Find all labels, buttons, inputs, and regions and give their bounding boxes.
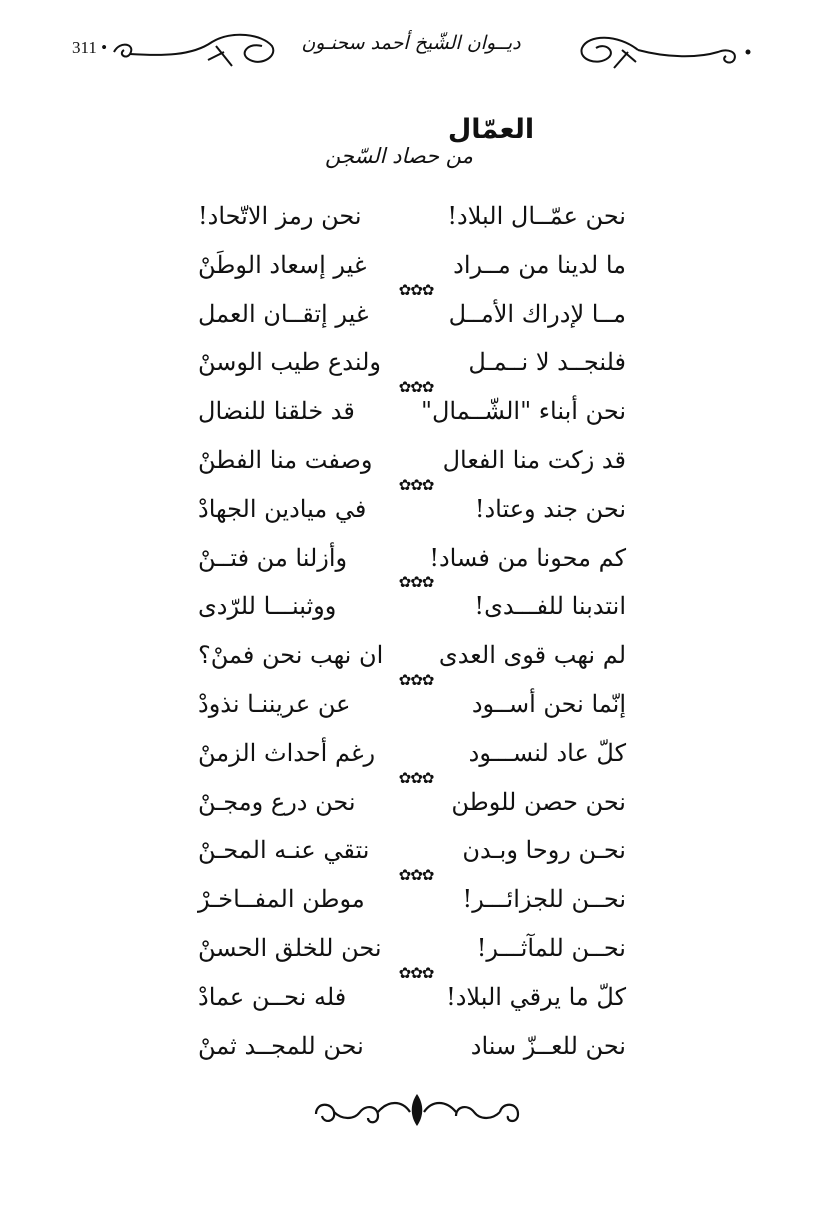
verse-second-hemistich: وأزلنا من فتــنْ bbox=[198, 543, 348, 572]
verse-row bbox=[198, 1022, 626, 1071]
verse-first-hemistich: مــا لإدراك الأمــل bbox=[448, 299, 626, 328]
verse-first-hemistich: نحــن للجزائـــر! bbox=[462, 885, 626, 914]
stanza-separator: ✿✿✿ bbox=[398, 671, 434, 689]
verse-second-hemistich: ووثبنـــا للرّدى bbox=[198, 592, 337, 621]
stanza-separator: ✿✿✿ bbox=[398, 378, 434, 397]
verse-second-hemistich: نحن للخلق الحسنْ bbox=[198, 933, 382, 962]
stanza-separator: ✿✿✿ bbox=[398, 475, 434, 494]
verse-first-hemistich: ما لدينا من مــراد bbox=[453, 250, 626, 279]
verse-first-hemistich: نحن للعــزّ سناد bbox=[470, 1031, 626, 1060]
poem-subtitle: من حصاد السّجن bbox=[324, 144, 474, 168]
verse-first-hemistich: كم محونا من فساد! bbox=[429, 543, 626, 572]
stanza-separator: ✿✿✿ bbox=[398, 768, 434, 787]
verse-second-hemistich: موطن المفــاخـرْ bbox=[198, 885, 365, 914]
page-number: 311 • bbox=[72, 38, 108, 57]
verse-second-hemistich: فله نحــن عمادْ bbox=[198, 982, 347, 1011]
verse-second-hemistich: رغم أحداث الزمنْ bbox=[198, 738, 376, 767]
footer-ornament bbox=[312, 1090, 522, 1134]
verse-second-hemistich: قد خلقنا للنضال bbox=[198, 397, 355, 426]
verse-second-hemistich: وصفت منا الفطنْ bbox=[198, 445, 373, 474]
verse-first-hemistich: كلّ ما يرقي البلاد! bbox=[446, 982, 626, 1011]
stanza-separator: ✿✿✿ bbox=[398, 866, 434, 885]
verse-second-hemistich: نحن رمز الاتّحاد! bbox=[198, 202, 362, 230]
verse-second-hemistich: نحن درع ومجـنْ bbox=[198, 787, 356, 816]
verse-first-hemistich: نحن أبناء "الشّــمال" bbox=[420, 397, 626, 426]
verse-first-hemistich: انتدبنا للفـــدى! bbox=[474, 592, 626, 621]
verse-second-hemistich: نتقي عنـه المحـنْ bbox=[198, 836, 370, 865]
verse-first-hemistich: نحن عمّــال البلاد! bbox=[447, 202, 626, 230]
poem-title: العمّال bbox=[447, 114, 535, 145]
stanza-separator: ✿✿✿ bbox=[398, 573, 434, 592]
stanza-separator: ✿✿✿ bbox=[398, 280, 434, 299]
running-title: ديــوان الشّيخ أحمد سحنـون bbox=[301, 32, 521, 54]
verse-second-hemistich: ولندع طيب الوسنْ bbox=[198, 348, 381, 377]
verse-first-hemistich: نحــن للمآثـــر! bbox=[476, 933, 626, 962]
verse-first-hemistich: فلنجــد لا نــمـل bbox=[468, 348, 626, 377]
verse-first-hemistich: إنّما نحن أســود bbox=[471, 689, 626, 718]
verse-list bbox=[198, 192, 626, 1070]
verse-row bbox=[198, 192, 626, 241]
verse-first-hemistich: نحـن روحا وبـدن bbox=[462, 836, 626, 865]
page-header bbox=[0, 22, 822, 74]
verse-first-hemistich: كلّ عاد لنســـود bbox=[468, 738, 626, 767]
verse-first-hemistich: نحن جند وعتاد! bbox=[474, 494, 626, 523]
stanza-separator: ✿✿✿ bbox=[398, 963, 434, 982]
verse-first-hemistich: قد زكت منا الفعال bbox=[442, 445, 626, 474]
verse-second-hemistich: عن عريننـا نذودْ bbox=[198, 689, 351, 718]
verse-second-hemistich: في ميادين الجهادْ bbox=[198, 494, 367, 523]
verse-first-hemistich: لم نهب قوى العدى bbox=[438, 641, 626, 670]
header-right-ornament bbox=[578, 30, 753, 70]
verse-second-hemistich: نحن للمجــد ثمنْ bbox=[198, 1031, 364, 1060]
verse-second-hemistich: غير إتقــان العمل bbox=[198, 299, 369, 328]
verse-second-hemistich: ان نهب نحن فمنْ؟ bbox=[198, 641, 384, 670]
verse-second-hemistich: غير إسعاد الوطَنْ bbox=[198, 250, 367, 279]
verse-first-hemistich: نحن حصن للوطن bbox=[451, 787, 626, 816]
